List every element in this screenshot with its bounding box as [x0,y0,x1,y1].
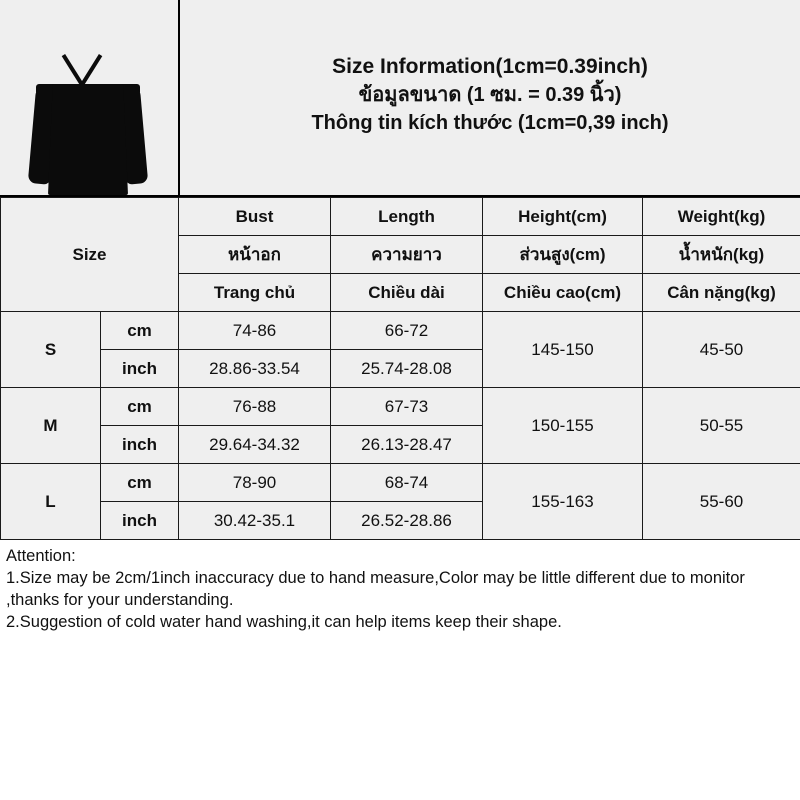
row-l-length-cm: 68-74 [331,464,483,502]
row-m-height: 150-155 [483,388,643,464]
table-row [1,464,800,502]
header-length-en: Length [331,198,483,236]
dress-illustration-icon [28,50,148,195]
table-row [1,312,800,350]
header-height-vi: Chiều cao(cm) [483,274,643,312]
row-m-unit-cm: cm [101,388,179,426]
row-l-unit-inch: inch [101,502,179,540]
row-l-bust-cm: 78-90 [179,464,331,502]
row-s-bust-inch: 28.86-33.54 [179,350,331,388]
attention-line-1: 1.Size may be 2cm/1inch inaccuracy due to hand measure,Color may be little different due to monitor ,thanks for your understanding. [6,569,745,609]
header-size-label: Size [1,198,179,312]
row-s-height: 145-150 [483,312,643,388]
row-s-bust-cm: 74-86 [179,312,331,350]
title-thai: ข้อมูลขนาด (1 ซม. = 0.39 นิ้ว) [358,84,622,107]
header-weight-th: น้ำหนัก(kg) [643,236,800,274]
row-s-weight: 45-50 [643,312,800,388]
header-bust-en: Bust [179,198,331,236]
row-size-l: L [1,464,101,540]
row-s-length-inch: 25.74-28.08 [331,350,483,388]
header-band [0,0,800,197]
title-english: Size Information(1cm=0.39inch) [332,55,648,79]
row-m-bust-inch: 29.64-34.32 [179,426,331,464]
header-height-th: ส่วนสูง(cm) [483,236,643,274]
row-s-length-cm: 66-72 [331,312,483,350]
row-s-unit-cm: cm [101,312,179,350]
row-m-length-inch: 26.13-28.47 [331,426,483,464]
row-m-unit-inch: inch [101,426,179,464]
table-header-row-en [1,198,800,236]
header-weight-en: Weight(kg) [643,198,800,236]
header-length-vi: Chiều dài [331,274,483,312]
row-s-unit-inch: inch [101,350,179,388]
attention-notes [0,540,800,634]
row-l-bust-inch: 30.42-35.1 [179,502,331,540]
row-m-length-cm: 67-73 [331,388,483,426]
size-table [0,197,800,540]
row-l-length-inch: 26.52-28.86 [331,502,483,540]
bottom-whitespace [0,635,800,755]
row-l-unit-cm: cm [101,464,179,502]
dress-body [48,84,128,195]
row-m-weight: 50-55 [643,388,800,464]
row-size-m: M [1,388,101,464]
header-bust-th: หน้าอก [179,236,331,274]
row-l-height: 155-163 [483,464,643,540]
row-l-weight: 55-60 [643,464,800,540]
attention-heading: Attention: [6,547,76,565]
table-row [1,388,800,426]
row-m-bust-cm: 76-88 [179,388,331,426]
row-size-s: S [1,312,101,388]
header-bust-vi: Trang chủ [179,274,331,312]
attention-line-2: 2.Suggestion of cold water hand washing,it can help items keep their shape. [6,613,562,632]
title-vietnamese: Thông tin kích thước (1cm=0,39 inch) [311,111,669,134]
product-image [0,0,178,195]
header-length-th: ความยาว [331,236,483,274]
header-height-en: Height(cm) [483,198,643,236]
header-weight-vi: Cân nặng(kg) [643,274,800,312]
title-block [178,0,800,195]
